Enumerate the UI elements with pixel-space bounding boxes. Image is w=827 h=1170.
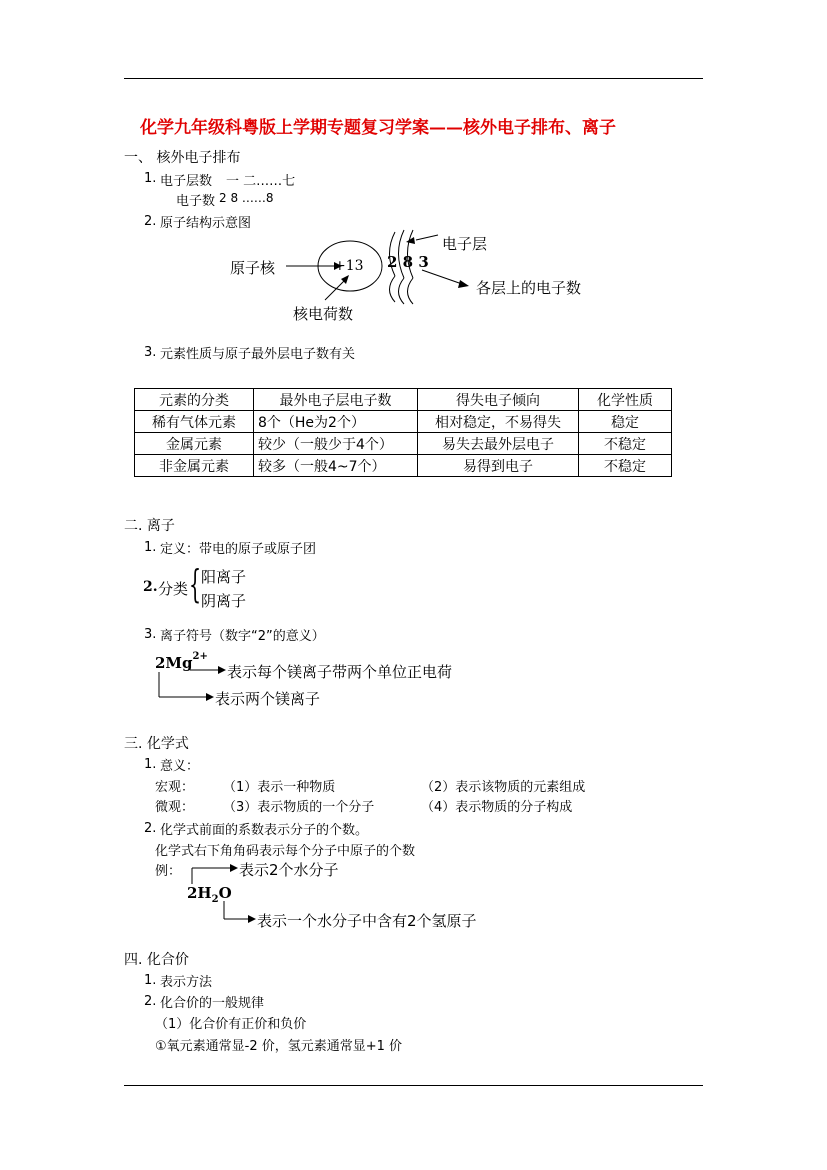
s2-item2-label: 分类 xyxy=(158,580,189,598)
macro-meaning-2: （2）表示该物质的元素组成 xyxy=(421,780,586,795)
s3-item1-text: 意义： xyxy=(160,759,200,774)
charge-label: 核电荷数 xyxy=(293,305,354,323)
s1-item2-label: 原子结构示意图 xyxy=(160,216,252,231)
s3-item1-num: 1. xyxy=(144,757,157,772)
macro-meaning-1: （1）表示一种物质 xyxy=(223,780,336,795)
s1-item1-label: 电子层数 xyxy=(160,174,213,189)
water-formula-subscript: 2 xyxy=(211,894,219,905)
table-cell: 较少（一般少于4个） xyxy=(254,433,418,455)
water-meaning-1: 表示2个水分子 xyxy=(239,861,339,879)
s4-sub1: （1）化合价有正价和负价 xyxy=(155,1017,307,1032)
micro-meaning-3: （3）表示物质的一个分子 xyxy=(223,800,375,815)
table-cell: 易失去最外层电子 xyxy=(418,433,579,455)
table-cell: 较多（一般4~7个） xyxy=(254,455,418,477)
s4-item2-num: 2. xyxy=(144,994,157,1009)
s3-item2-line2: 化学式右下角角码表示每个分子中原子的个数 xyxy=(155,844,416,859)
s3-item2-num: 2. xyxy=(144,821,157,836)
s4-item2-text: 化合价的一般规律 xyxy=(160,996,265,1011)
water-formula-prefix: 2H xyxy=(187,884,212,902)
ion-meaning-1: 表示每个镁离子带两个单位正电荷 xyxy=(227,663,453,681)
table-header-cell: 化学性质 xyxy=(579,389,672,411)
table-header-cell: 得失电子倾向 xyxy=(418,389,579,411)
s4-item1-num: 1. xyxy=(144,973,157,988)
classification-brace: { xyxy=(189,562,202,606)
section-1-heading: 一、 核外电子排布 xyxy=(124,150,241,166)
electron-count-label: 各层上的电子数 xyxy=(476,279,582,297)
anion-label: 阴离子 xyxy=(201,592,247,610)
section-4-heading: 四. 化合价 xyxy=(124,952,189,968)
s2-item1-text: 定义：带电的原子或原子团 xyxy=(160,542,317,557)
nucleus-charge: +13 xyxy=(334,258,364,274)
section-2-heading: 二. 离子 xyxy=(124,518,175,534)
s1-item3-num: 3. xyxy=(144,345,157,360)
s4-sub2: ①氧元素通常显-2 价，氢元素通常显+1 价 xyxy=(155,1039,403,1054)
table-cell: 金属元素 xyxy=(135,433,254,455)
table-cell: 不稳定 xyxy=(579,455,672,477)
s1-item2-num: 2. xyxy=(144,214,157,229)
table-cell: 稳定 xyxy=(579,411,672,433)
nucleus-label: 原子核 xyxy=(230,259,276,277)
water-formula-suffix: O xyxy=(218,884,232,902)
table-cell: 相对稳定，不易得失 xyxy=(418,411,579,433)
table-cell: 易得到电子 xyxy=(418,455,579,477)
s1-item1-num: 1. xyxy=(144,171,157,186)
table-cell: 非金属元素 xyxy=(135,455,254,477)
s3-item2-text: 化学式前面的系数表示分子的个数。 xyxy=(160,823,369,838)
cation-label: 阳离子 xyxy=(201,568,247,586)
micro-label: 微观： xyxy=(155,800,195,815)
micro-meaning-4: （4）表示物质的分子构成 xyxy=(421,800,573,815)
shell-label: 电子层 xyxy=(442,235,488,253)
s1-item1-sub-label: 电子数 xyxy=(176,194,216,209)
s4-item1-text: 表示方法 xyxy=(160,975,213,990)
ion-charge-superscript: 2+ xyxy=(192,651,208,662)
ion-meaning-2: 表示两个镁离子 xyxy=(215,690,321,708)
water-meaning-2: 表示一个水分子中含有2个氢原子 xyxy=(257,912,477,930)
table-header-cell: 最外电子层电子数 xyxy=(254,389,418,411)
section-3-heading: 三. 化学式 xyxy=(124,736,189,752)
s2-item3-num: 3. xyxy=(144,627,157,642)
s2-item3-text: 离子符号（数字“2”的意义） xyxy=(160,629,325,644)
electron-numbers: 2 8 3 xyxy=(387,253,429,271)
s2-item2-num: 2. xyxy=(143,579,158,595)
example-label: 例： xyxy=(155,864,182,879)
table-cell: 不稳定 xyxy=(579,433,672,455)
macro-label: 宏观： xyxy=(155,780,195,795)
table-cell: 8个（He为2个） xyxy=(254,411,418,433)
s1-item3-label: 元素性质与原子最外层电子数有关 xyxy=(160,347,356,362)
table-cell: 稀有气体元素 xyxy=(135,411,254,433)
s1-item1-values: 一 二……七 xyxy=(226,174,296,189)
page-title: 化学九年级科粤版上学期专题复习学案——核外电子排布、离子 xyxy=(140,118,616,138)
ion-formula-main: 2Mg xyxy=(155,654,193,672)
s2-item1-num: 1. xyxy=(144,540,157,555)
table-header-cell: 元素的分类 xyxy=(135,389,254,411)
s1-item1-sub-values: 2 8 ……8 xyxy=(219,191,274,205)
